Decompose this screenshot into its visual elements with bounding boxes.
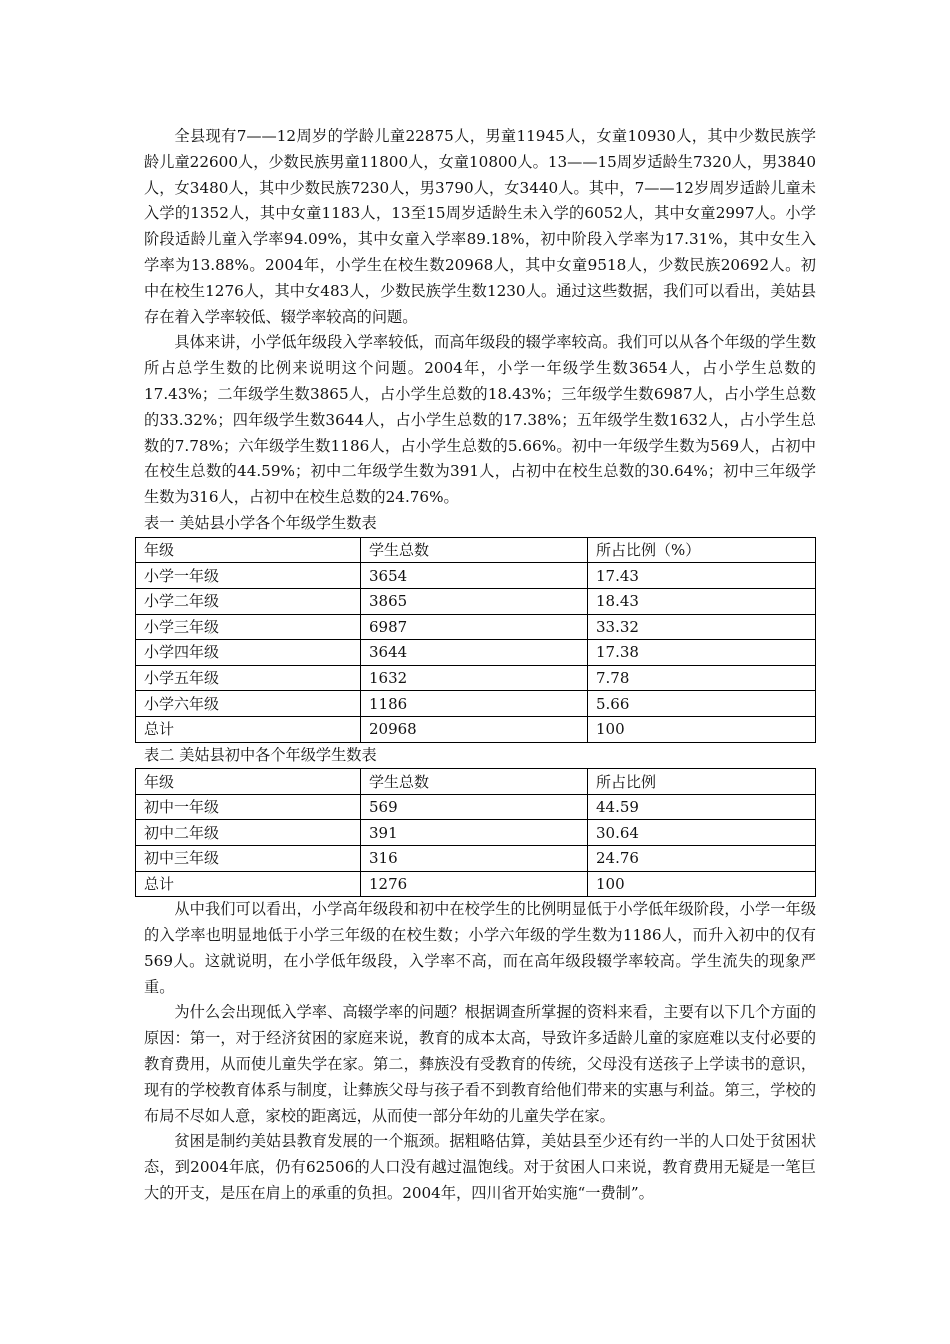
table-header-cell: 所占比例（%） [588, 537, 816, 563]
table-header-row [136, 769, 816, 795]
table-row [136, 563, 816, 589]
table-row [136, 691, 816, 717]
table-cell: 33.32 [588, 614, 816, 640]
paragraph-grade-ratios: 具体来讲，小学低年级段入学率较低，而高年级段的辍学率较高。我们可以从各个年级的学生数所占总学生数的比例来说明这个问题。2004年，小学一年级学生数3654人，占小学生总数的17.43%；二年级学生数3865人，占小学生总数的18.43%；三年级学生数6987人，占小学生总数的33.32%；四年级学生数3644人，占小学生总数的17.38%；五年级学生数1632人，占小学生总数的7.78%；六年级学生数1186人，占小学生总数的5.66%。初中一年级学生数为569人，占初中在校生总数的44.59%；初中二年级学生数为391人，占初中在校生总数的30.64%；初中三年级学生数为316人，占初中在校生总数的24.76%。 [144, 333, 816, 507]
table-row [136, 588, 816, 614]
table1-caption: 表一 美姑县小学各个年级学生数表 [144, 513, 377, 532]
table-cell: 初中二年级 [136, 820, 361, 846]
table-cell: 569 [361, 794, 588, 820]
table-cell: 20968 [361, 716, 588, 742]
table-header-cell: 年级 [136, 769, 361, 795]
table-cell: 30.64 [588, 820, 816, 846]
table-cell: 总计 [136, 871, 361, 897]
table-total-row [136, 716, 816, 742]
table2-caption: 表二 美姑县初中各个年级学生数表 [144, 745, 377, 764]
table-header-row [136, 537, 816, 563]
table-cell: 1186 [361, 691, 588, 717]
table-cell: 3865 [361, 588, 588, 614]
table-cell: 3644 [361, 640, 588, 666]
table-cell: 18.43 [588, 588, 816, 614]
paragraph-enrollment-stats: 全县现有7——12周岁的学龄儿童22875人，男童11945人，女童10930人，其中少数民族学龄儿童22600人，少数民族男童11800人，女童10800人。13——15周岁适龄生7320人，男3840人，女3480人，其中少数民族7230人，男3790人，女3440人。其中，7——12岁周岁适龄儿童未入学的1352人，其中女童1183人，13至15周岁适龄生未入学的6052人，其中女童2997人。小学阶段适龄儿童入学率94.09%，其中女童入学率89.18%，初中阶段入学率为17.31%，其中女生入学率为13.88%。2004年，小学生在校生数20968人，其中女童9518人，少数民族20692人。初中在校生1276人，其中女483人，少数民族学生数1230人。通过这些数据，我们可以看出，美姑县存在着入学率较低、辍学率较高的问题。 [144, 127, 816, 326]
table-row [136, 794, 816, 820]
table-cell: 24.76 [588, 846, 816, 872]
table-total-row [136, 871, 816, 897]
table-cell: 100 [588, 871, 816, 897]
table-cell: 小学四年级 [136, 640, 361, 666]
table-header-cell: 年级 [136, 537, 361, 563]
table-cell: 小学二年级 [136, 588, 361, 614]
table-cell: 小学六年级 [136, 691, 361, 717]
paragraph-poverty: 贫困是制约美姑县教育发展的一个瓶颈。据粗略估算，美姑县至少还有约一半的人口处于贫困状态，到2004年底，仍有62506的人口没有越过温饱线。对于贫困人口来说，教育费用无疑是一笔巨大的开支，是压在肩上的承重的负担。2004年，四川省开始实施“一费制”。 [144, 1132, 816, 1203]
table-cell: 初中一年级 [136, 794, 361, 820]
table-cell: 391 [361, 820, 588, 846]
paragraph-reasons: 为什么会出现低入学率、高辍学率的问题？根据调查所掌握的资料来看，主要有以下几个方面的原因：第一，对于经济贫困的家庭来说，教育的成本太高，导致许多适龄儿童的家庭难以支付必要的教育费用，从而使儿童失学在家。第二，彝族没有受教育的传统，父母没有送孩子上学读书的意识，现有的学校教育体系与制度，让彝族父母与孩子看不到教育给他们带来的实惠与利益。第三，学校的布局不尽如人意，家校的距离远，从而使一部分年幼的儿童失学在家。 [144, 1003, 816, 1125]
paragraph-analysis: 从中我们可以看出，小学高年级段和初中在校学生的比例明显低于小学低年级阶段，小学一年级的入学率也明显地低于小学三年级的在校生数；小学六年级的学生数为1186人，而升入初中的仅有569人。这就说明，在小学低年级段，入学率不高，而在高年级段辍学率较高。学生流失的现象严重。 [144, 900, 816, 996]
middle-school-grade-table [135, 768, 816, 897]
table-cell: 7.78 [588, 665, 816, 691]
table-header-cell: 学生总数 [361, 769, 588, 795]
document-page [144, 124, 816, 1207]
table-header-cell: 所占比例 [588, 769, 816, 795]
table-cell: 小学五年级 [136, 665, 361, 691]
table-row [136, 614, 816, 640]
table-row [136, 665, 816, 691]
table-cell: 44.59 [588, 794, 816, 820]
table-cell: 1276 [361, 871, 588, 897]
table-cell: 1632 [361, 665, 588, 691]
table-cell: 100 [588, 716, 816, 742]
table-cell: 3654 [361, 563, 588, 589]
table-row [136, 846, 816, 872]
table-cell: 小学一年级 [136, 563, 361, 589]
table-cell: 17.43 [588, 563, 816, 589]
table-cell: 5.66 [588, 691, 816, 717]
table-cell: 17.38 [588, 640, 816, 666]
table-row [136, 820, 816, 846]
table-cell: 6987 [361, 614, 588, 640]
table-cell: 初中三年级 [136, 846, 361, 872]
primary-grade-table [135, 537, 816, 743]
table-cell: 小学三年级 [136, 614, 361, 640]
table-header-cell: 学生总数 [361, 537, 588, 563]
table-cell: 316 [361, 846, 588, 872]
table-cell: 总计 [136, 716, 361, 742]
table-row [136, 640, 816, 666]
